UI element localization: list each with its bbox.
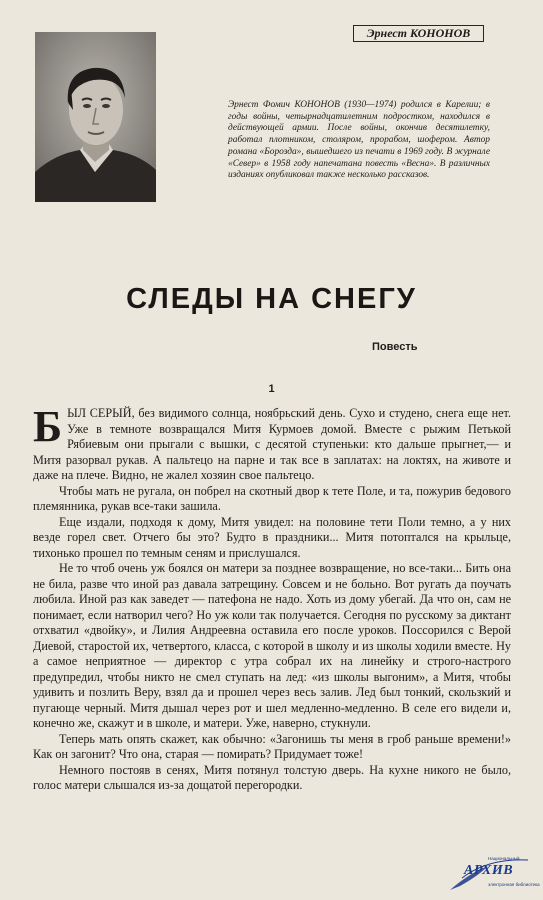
paragraph: Немного постояв в сенях, Митя потянул толстую дверь. На кухне никого не было, голос матери слышался из-за дощатой перегородки. [33, 762, 511, 792]
author-portrait [35, 32, 156, 202]
paragraph [33, 402, 511, 484]
archive-word: АРХИВ [464, 863, 514, 878]
portrait-image [35, 32, 156, 202]
paragraph: Еще издали, подходя к дому, Митя увидел: на половине тети Поли темно, а у них везде горел свет. Отчего бы это? Будто в праздники... Митя потоптался на крыльце, тихонько прошел по темным сеням и прислушался. [33, 514, 511, 560]
drop-cap: Б [33, 402, 63, 451]
story-title: СЛЕДЫ НА СНЕГУ [126, 283, 417, 315]
story-body [33, 402, 511, 794]
archive-top-text: Национальный [488, 856, 520, 861]
paragraph: Не то чтоб очень уж боялся он матери за позднее возвращение, но все-таки... Бить она не била, разве что иной раз давала затрещину. Совсем и не больно. Вот ругать да поучать любила. Иной раз как заведет — патефона не надо. Хоть из дому убегай. Да что он, сам не понимает, если натворил чего? Но уж коли так получается. Сегодня по русскому за диктант отхватил «двойку», и Лилия Андреевна оставила его после уроков. Поссорился с Верой Диевой, старостой их, четвертого, класса, с которой в школу и из школы ходили вместе. Ну а самое неприятное — директор с утра собрал их на линейку и строго-настрого предупредил, чтобы никто не смел ступать на лед: «из школы выгоним», а Митя, чтобы удивить и позлить Веру, взял да и прошел через весь залив. Лед был тонкий, скользкий и пугающе черный. Митя дышал через рот и шел медленно-медленно. В селе его видели и, конечно же, скажут и в школе, и матери. Уже, наверно, стукнули. [33, 561, 511, 730]
paragraph: Чтобы мать не ругала, он побрел на скотный двор к тете Поле, и та, пожурив бедового племянника, рукав все-таки зашила. [33, 483, 511, 513]
paragraph: Теперь мать опять скажет, как обычно: «Загонишь ты меня в гроб раньше времени!» Как он загонит? Что она, старая — помирать? Придумает тоже! [33, 731, 511, 761]
story-genre: Повесть [372, 341, 418, 353]
author-name-badge: Эрнест КОНОНОВ [353, 25, 484, 42]
chapter-number: 1 [268, 383, 275, 395]
paragraph-text: ЫЛ СЕРЫЙ, без видимого солнца, ноябрьский день. Сухо и студено, снега еще нет. Уже в темноте возвращался Митя Курмоев домой. Вместе с рыжим Петькой Рябиевым они прыгали с вышки, с десятой ступеньки: кто дальше прыгнет,— и Митя разорвал рукав. А пальтецо на парне и так все в заплатах: на локтях, на животе и даже на плече. Видно, не жалел хозяин свое пальтецо. [33, 406, 511, 482]
author-biography: Эрнест Фомич КОНОНОВ (1930—1974) родился в Карелии; в годы войны, четырнадцатилетним подростком, находился в действующей армии. После войны, окончив десятилетку, работал плотником, столяром, прорабом, шофером. Автор романа «Борозда», вышедшего из печати в 1969 году. В журнале «Север» в 1958 году напечатана повесть «Весна». В различных изданиях опубликовал также несколько рассказов. [228, 100, 490, 181]
archive-bottom-text: электронная библиотека [488, 882, 540, 887]
archive-watermark-logo [448, 856, 540, 892]
